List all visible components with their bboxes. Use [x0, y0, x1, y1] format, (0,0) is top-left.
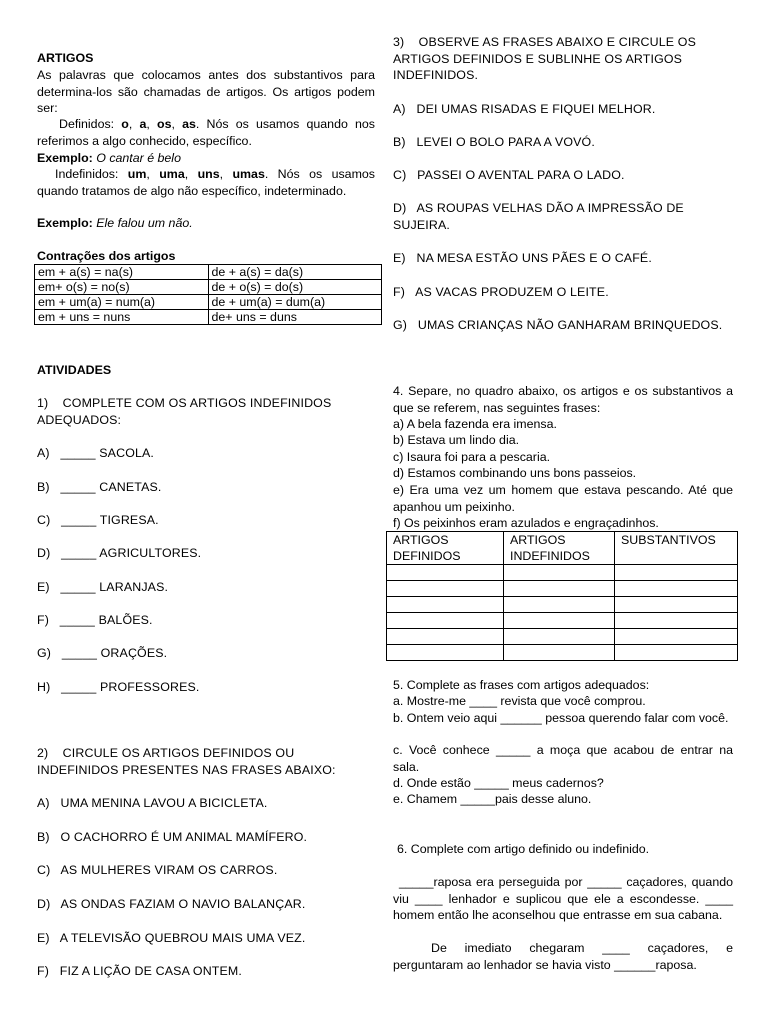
- table-row: [387, 565, 738, 581]
- answer-cell[interactable]: [504, 597, 615, 613]
- answer-cell[interactable]: [387, 565, 504, 581]
- answer-cell[interactable]: [615, 597, 738, 613]
- q5-title: 5. Complete as frases com artigos adequados:: [393, 678, 650, 692]
- answer-cell[interactable]: [387, 613, 504, 629]
- q1-title: 1) COMPLETE COM OS ARTIGOS INDEFINIDOS ADEQUADOS:: [37, 396, 335, 427]
- q4-item-b: b) Estava um lindo dia.: [393, 433, 520, 447]
- answer-cell[interactable]: [504, 645, 615, 661]
- q6-paragraph-1: _____raposa era perseguida por _____ caçadores, quando viu ____ lenhador e suplicou que ele a escondesse. ____ homem então lhe aconselhou que entrasse em sua cabana.: [393, 875, 733, 922]
- q3-item-c: C) PASSEI O AVENTAL PARA O LADO.: [393, 168, 625, 182]
- q1-item-e: E) _____ LARANJAS.: [37, 580, 169, 594]
- q1-item-h: H) _____ PROFESSORES.: [37, 680, 200, 694]
- q4-item-a: a) A bela fazenda era imensa.: [393, 417, 557, 431]
- q1-item-f: F) _____ BALÕES.: [37, 613, 153, 627]
- q4-item-c: c) Isaura foi para a pescaria.: [393, 450, 551, 464]
- q3-item-d: D) AS ROUPAS VELHAS DÃO A IMPRESSÃO DE SUJEIRA.: [393, 201, 688, 232]
- answer-cell[interactable]: [387, 581, 504, 597]
- q3-item-b: B) LEVEI O BOLO PARA A VOVÓ.: [393, 135, 595, 149]
- q4-answer-table: [386, 531, 738, 661]
- q2-item-e: E) A TELEVISÃO QUEBROU MAIS UMA VEZ.: [37, 931, 306, 945]
- artigos-title: ARTIGOS: [37, 51, 94, 65]
- q1-item-b: B) _____ CANETAS.: [37, 480, 162, 494]
- answer-cell[interactable]: [615, 581, 738, 597]
- q2-item-a: A) UMA MENINA LAVOU A BICICLETA.: [37, 796, 268, 810]
- q5-item-a: a. Mostre-me ____ revista que você comprou.: [393, 694, 646, 708]
- q4-item-f: f) Os peixinhos eram azulados e engraçadinhos.: [393, 516, 659, 530]
- indefinidos-example: Exemplo: Ele falou um não.: [37, 216, 193, 230]
- q5-item-d: d. Onde estão _____ meus cadernos?: [393, 776, 604, 790]
- q5-item-b: b. Ontem veio aqui ______ pessoa querendo falar com você.: [393, 711, 729, 725]
- q3-title: 3) OBSERVE AS FRASES ABAIXO E CIRCULE OS ARTIGOS DEFINIDOS E SUBLINHE OS ARTIGOS INDEFINIDOS.: [393, 35, 699, 82]
- answer-cell[interactable]: [387, 597, 504, 613]
- answer-cell[interactable]: [615, 629, 738, 645]
- contracoes-table-wrap: [34, 264, 382, 325]
- q3-item-e: E) NA MESA ESTÃO UNS PÃES E O CAFÉ.: [393, 251, 652, 265]
- q2-item-c: C) AS MULHERES VIRAM OS CARROS.: [37, 863, 278, 877]
- table-header-row: ARTIGOS DEFINIDOS ARTIGOS INDEFINIDOS SUBSTANTIVOS: [387, 532, 738, 565]
- answer-cell[interactable]: [504, 613, 615, 629]
- definidos-paragraph: Definidos: o, a, os, as. Nós os usamos quando nos referimos a algo conhecido, específico.: [37, 117, 375, 148]
- q1-item-d: D) _____ AGRICULTORES.: [37, 546, 202, 560]
- table-row: [387, 613, 738, 629]
- q4-title: 4. Separe, no quadro abaixo, os artigos e os substantivos a que se referem, nas seguintes frases:: [393, 384, 733, 415]
- q5-item-e: e. Chamem _____pais desse aluno.: [393, 792, 592, 806]
- answer-cell[interactable]: [387, 629, 504, 645]
- answer-cell[interactable]: [615, 565, 738, 581]
- answer-cell[interactable]: [504, 629, 615, 645]
- contracoes-table: [34, 264, 382, 325]
- q1-item-c: C) _____ TIGRESA.: [37, 513, 159, 527]
- table-row: [387, 629, 738, 645]
- answer-cell[interactable]: [615, 613, 738, 629]
- artigos-intro: As palavras que colocamos antes dos substantivos para determina-los são chamadas de artigos. Os artigos podem ser:: [37, 68, 375, 115]
- answer-cell[interactable]: [615, 645, 738, 661]
- table-row: [387, 597, 738, 613]
- q2-title: 2) CIRCULE OS ARTIGOS DEFINIDOS OU INDEFINIDOS PRESENTES NAS FRASES ABAIXO:: [37, 746, 336, 777]
- q6-title: 6. Complete com artigo definido ou indefinido.: [397, 842, 650, 856]
- definidos-example: Exemplo: O cantar é belo: [37, 151, 181, 165]
- q4-item-d: d) Estamos combinando uns bons passeios.: [393, 466, 637, 480]
- q1-item-a: A) _____ SACOLA.: [37, 446, 155, 460]
- table-row: em + uns = nuns de+ uns = duns: [35, 310, 382, 325]
- answer-cell[interactable]: [387, 645, 504, 661]
- answer-cell[interactable]: [504, 581, 615, 597]
- table-row: [387, 581, 738, 597]
- answer-cell[interactable]: [504, 565, 615, 581]
- table-row: em+ o(s) = no(s) de + o(s) = do(s): [35, 280, 382, 295]
- q2-item-d: D) AS ONDAS FAZIAM O NAVIO BALANÇAR.: [37, 897, 306, 911]
- q3-item-f: F) AS VACAS PRODUZEM O LEITE.: [393, 285, 609, 299]
- q2-item-f: F) FIZ A LIÇÃO DE CASA ONTEM.: [37, 964, 242, 978]
- q2-item-b: B) O CACHORRO É UM ANIMAL MAMÍFERO.: [37, 830, 308, 844]
- table-row: em + um(a) = num(a) de + um(a) = dum(a): [35, 295, 382, 310]
- q4-item-e: e) Era uma vez um homem que estava pescando. Até que apanhou um peixinho.: [393, 483, 733, 514]
- indefinidos-paragraph: Indefinidos: um, uma, uns, umas. Nós os usamos quando tratamos de algo não específico, indeterminado.: [37, 167, 375, 198]
- q4-table-wrap: [386, 531, 738, 661]
- q5-item-c: c. Você conhece _____ a moça que acabou de entrar na sala.: [393, 743, 733, 774]
- contracoes-title: Contrações dos artigos: [37, 249, 176, 263]
- q6-paragraph-2: De imediato chegaram ____ caçadores, e perguntaram ao lenhador se havia visto ______raposa.: [393, 941, 733, 972]
- q1-item-g: G) _____ ORAÇÕES.: [37, 646, 168, 660]
- atividades-title: ATIVIDADES: [37, 363, 112, 377]
- q3-item-g: G) UMAS CRIANÇAS NÃO GANHARAM BRINQUEDOS.: [393, 318, 723, 332]
- table-row: em + a(s) = na(s) de + a(s) = da(s): [35, 265, 382, 280]
- q3-item-a: A) DEI UMAS RISADAS E FIQUEI MELHOR.: [393, 102, 656, 116]
- table-row: [387, 645, 738, 661]
